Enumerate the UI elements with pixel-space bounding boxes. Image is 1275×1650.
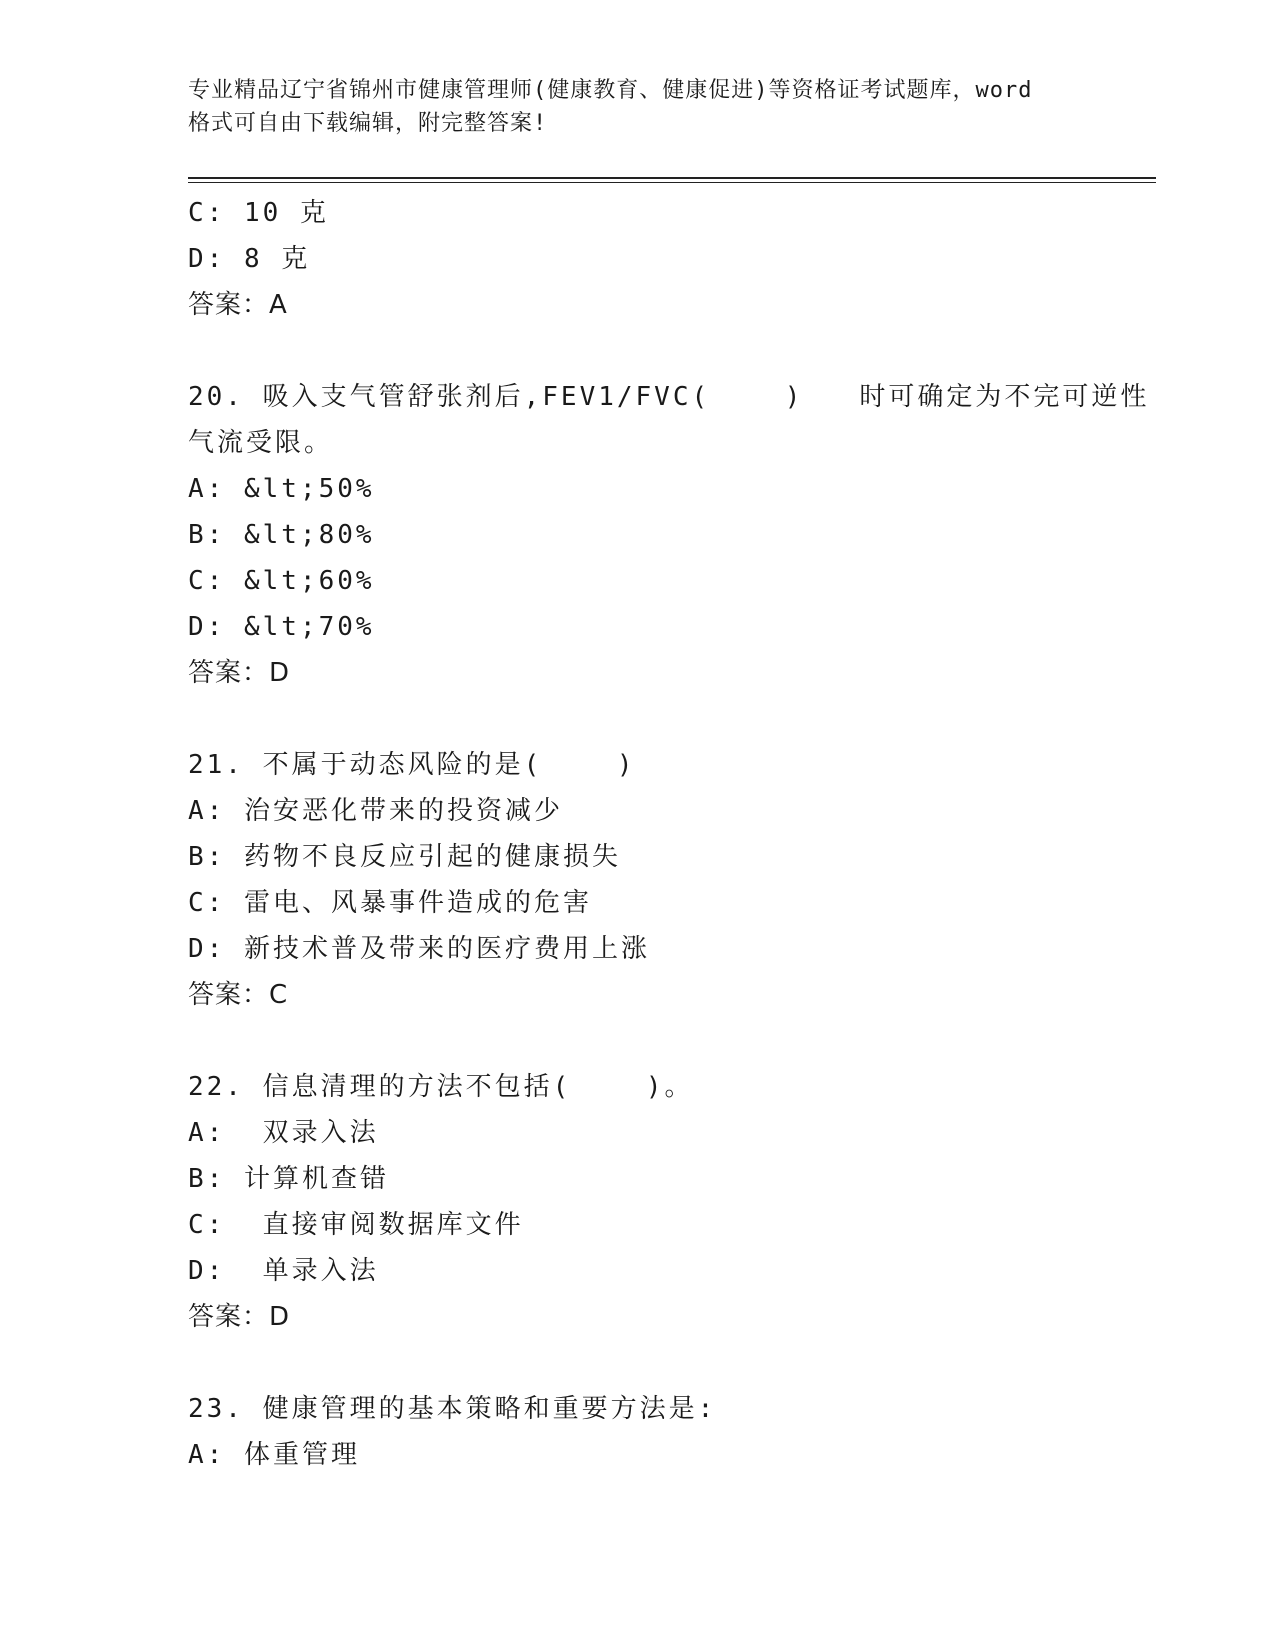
- header-divider-thin: [188, 182, 1156, 183]
- option-c: C: 直接审阅数据库文件: [188, 1210, 524, 1240]
- option-a: A: 治安恶化带来的投资减少: [188, 796, 563, 826]
- option-d: D: 新技术普及带来的医疗费用上涨: [188, 934, 650, 964]
- option-d: D: &lt;70%: [188, 612, 375, 642]
- question-stem: 23. 健康管理的基本策略和重要方法是:: [188, 1394, 717, 1424]
- option-a: A: 体重管理: [188, 1440, 360, 1470]
- option-d: D: 单录入法: [188, 1256, 379, 1286]
- question-block-21: [188, 742, 1148, 1018]
- option-c: C: 10 克: [188, 198, 329, 228]
- option-a: A: &lt;50%: [188, 474, 375, 504]
- question-stem: 21. 不属于动态风险的是( ): [188, 750, 636, 780]
- option-c: C: &lt;60%: [188, 566, 375, 596]
- question-block-23: [188, 1386, 1148, 1478]
- header-line-1: 专业精品辽宁省锦州市健康管理师(健康教育、健康促进)等资格证考试题库，word: [188, 78, 1033, 103]
- answer-line: 答案：D: [188, 1302, 291, 1332]
- page-header: [188, 74, 1088, 140]
- option-c: C: 雷电、风暴事件造成的危害: [188, 888, 592, 918]
- question-stem: 20. 吸入支气管舒张剂后,FEV1/FVC( ) 时可确定为不完可逆性: [188, 382, 1150, 412]
- option-b: B: &lt;80%: [188, 520, 375, 550]
- answer-line: 答案：A: [188, 290, 288, 320]
- spacer: [188, 328, 1148, 374]
- answer-line: 答案：D: [188, 658, 291, 688]
- question-stem: 22. 信息清理的方法不包括( )。: [188, 1072, 694, 1102]
- question-block-19: [188, 190, 1148, 328]
- document-body: [188, 190, 1148, 1478]
- question-block-20: [188, 374, 1148, 696]
- spacer: [188, 1018, 1148, 1064]
- option-a: A: 双录入法: [188, 1118, 379, 1148]
- option-d: D: 8 克: [188, 244, 311, 274]
- spacer: [188, 1340, 1148, 1386]
- header-divider: [188, 177, 1156, 179]
- answer-line: 答案：C: [188, 980, 289, 1010]
- question-block-22: [188, 1064, 1148, 1340]
- option-b: B: 计算机查错: [188, 1164, 389, 1194]
- header-line-2: 格式可自由下载编辑，附完整答案!: [188, 111, 548, 136]
- question-stem-continued: 气流受限。: [188, 428, 334, 458]
- option-b: B: 药物不良反应引起的健康损失: [188, 842, 621, 872]
- spacer: [188, 696, 1148, 742]
